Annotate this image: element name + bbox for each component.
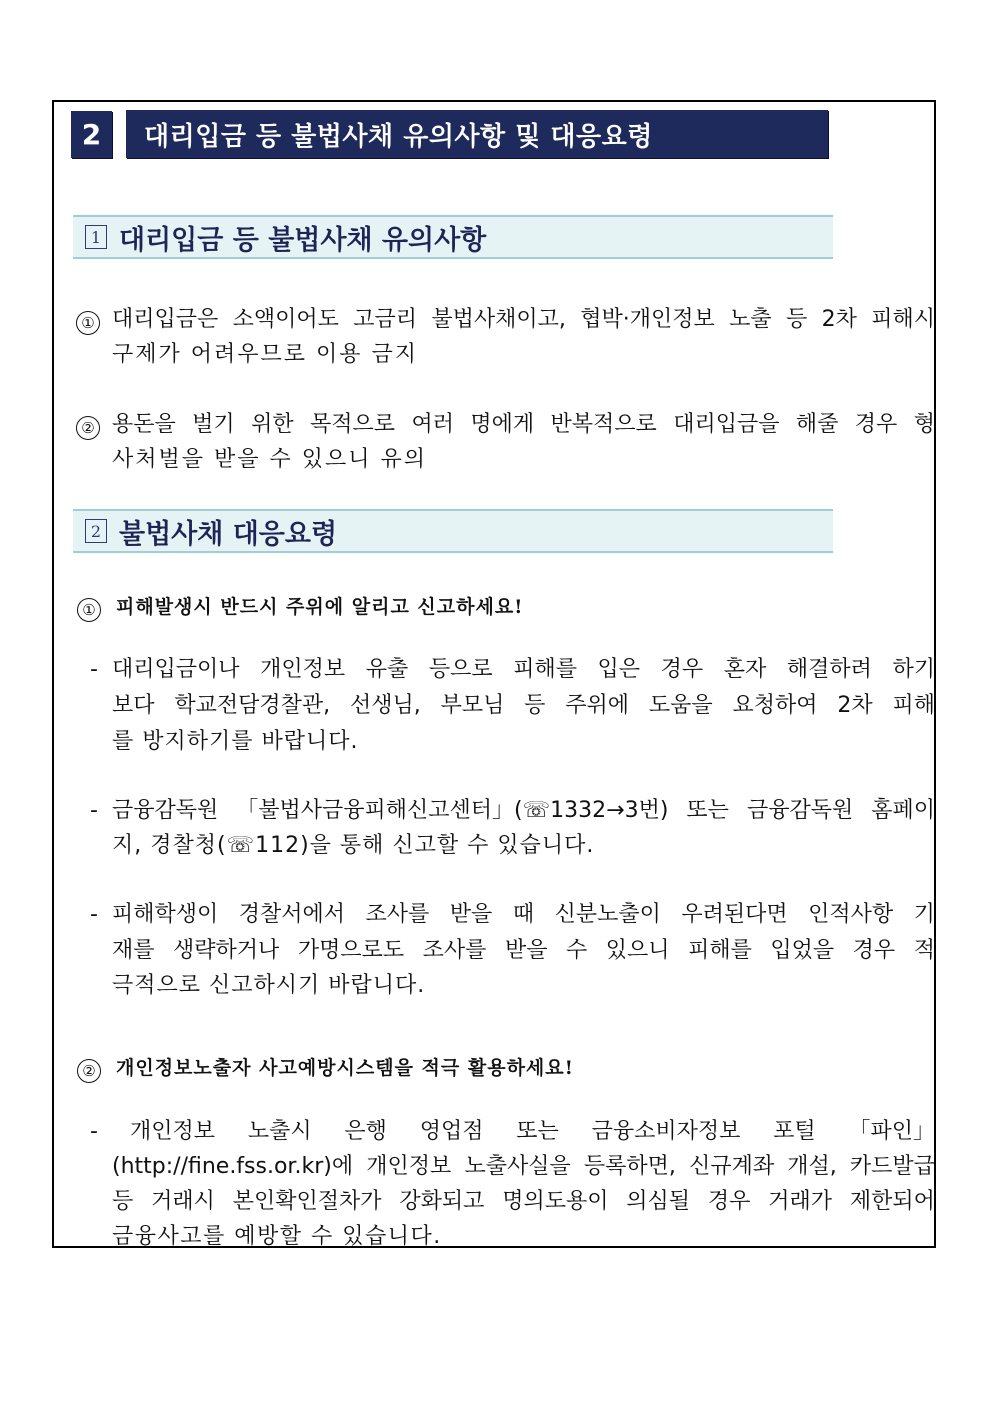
sub1-heading: 피해발생시 반드시 주위에 알리고 신고하세요! <box>116 596 524 618</box>
item2-line1: 용돈을 벌기 위한 목적으로 여러 명에게 반복적으로 대리입금을 해줄 경우 형 <box>112 412 935 437</box>
bullet3-line1: 피해학생이 경찰서에서 조사를 받을 때 신분노출이 우려된다면 인적사항 기 <box>112 902 935 927</box>
bullet2-line1: 금융감독원 「불법사금융피해신고센터」(☏1332→3번) 또는 금융감독원 홈페이 <box>112 798 935 823</box>
item1-line2: 구제가 어려우므로 이용 금지 <box>112 342 419 367</box>
sub2-marker: ② <box>77 1059 101 1083</box>
item2-marker: ② <box>76 416 100 440</box>
sub1-marker: ① <box>77 598 101 622</box>
chapter-number: 2 <box>71 111 112 158</box>
bullet4-line2: (http://fine.fss.or.kr)에 개인정보 노출사실을 등록하면, 신규계좌 개설, 카드발급 <box>112 1154 935 1179</box>
item2-line2: 사처벌을 받을 수 있으니 유의 <box>112 447 427 472</box>
section1-header <box>73 215 833 259</box>
bullet2-line2: 지, 경찰청(☏112)을 통해 신고할 수 있습니다. <box>112 833 595 858</box>
bullet2-dash: - <box>90 798 98 823</box>
section2-number: 2 <box>85 519 107 543</box>
item1-line1: 대리입금은 소액이어도 고금리 불법사채이고, 협박·개인정보 노출 등 2차 피해시 <box>112 307 935 332</box>
chapter-title: 대리입금 등 불법사채 유의사항 및 대응요령 <box>126 110 828 158</box>
bullet1-line1: 대리입금이나 개인정보 유출 등으로 피해를 입은 경우 혼자 해결하려 하기 <box>112 657 935 682</box>
item1-marker: ① <box>76 311 100 335</box>
bullet4-dash: - <box>90 1119 98 1144</box>
section2-title: 불법사채 대응요령 <box>119 518 338 550</box>
bullet4-line1: 개인정보 노출시 은행 영업점 또는 금융소비자정보 포털 「파인」 <box>130 1119 935 1144</box>
bullet3-dash: - <box>90 902 98 927</box>
bullet1-dash: - <box>90 657 98 682</box>
bullet1-line2: 보다 학교전담경찰관, 선생님, 부모님 등 주위에 도움을 요청하여 2차 피해 <box>112 693 935 718</box>
section2-header <box>73 509 833 553</box>
section1-title: 대리입금 등 불법사채 유의사항 <box>119 224 487 256</box>
bullet4-line4: 금융사고를 예방할 수 있습니다. <box>112 1224 442 1249</box>
bullet3-line2: 재를 생략하거나 가명으로도 조사를 받을 수 있으니 피해를 입었을 경우 적 <box>112 938 935 963</box>
bullet1-line3: 를 방지하기를 바랍니다. <box>112 729 359 754</box>
sub2-heading: 개인정보노출자 사고예방시스템을 적극 활용하세요! <box>116 1057 574 1079</box>
bullet4-line3: 등 거래시 본인확인절차가 강화되고 명의도용이 의심될 경우 거래가 제한되어 <box>112 1189 935 1214</box>
bullet3-line3: 극적으로 신고하시기 바랍니다. <box>112 973 426 998</box>
section1-number: 1 <box>85 225 107 249</box>
